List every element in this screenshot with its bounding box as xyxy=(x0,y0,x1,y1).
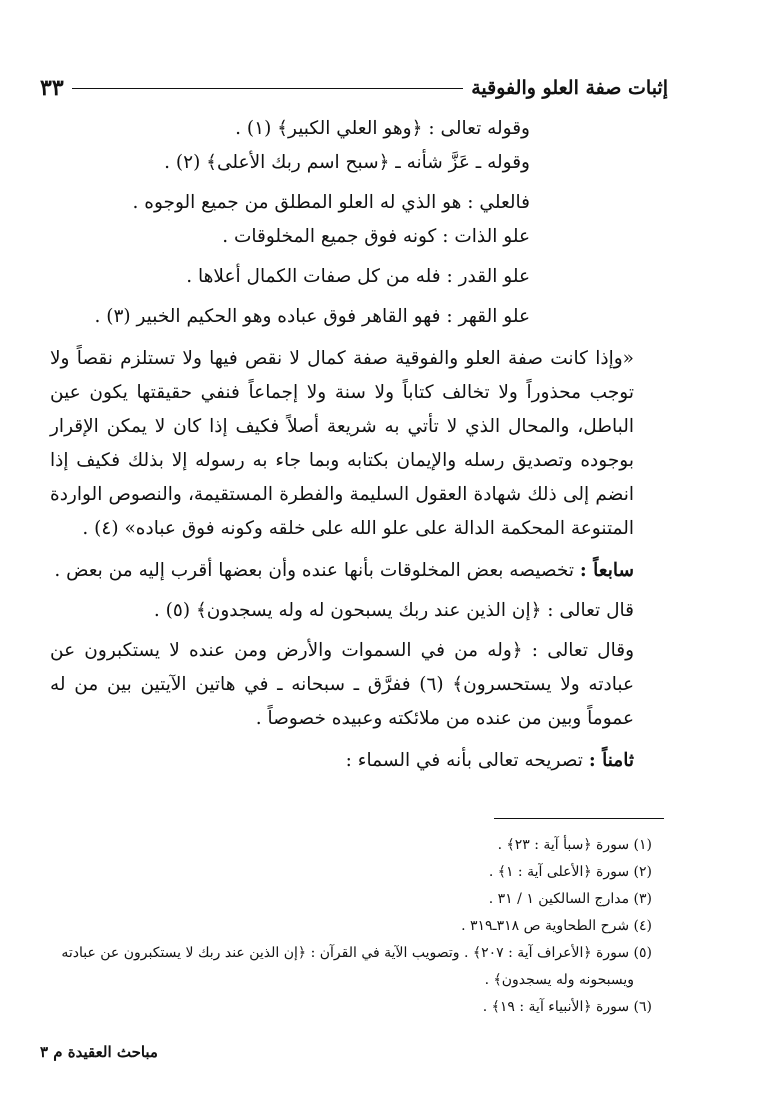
footnote: (٢) سورة ﴿الأعلى آية : ١﴾ . xyxy=(488,864,652,880)
header-rule xyxy=(72,88,464,89)
footnotes xyxy=(45,832,652,1021)
point-label: سابعاً : xyxy=(579,560,634,581)
footnote-continuation: ويسبحونه وله يسجدون﴾ . xyxy=(484,972,634,988)
quote-paragraph: «وإذا كانت صفة العلو والفوقية صفة كمال لا نقص فيها ولا تستلزم نقصاً ولا توجب محذوراً ولا تخالف كتاباً ولا سنة ولا إجماعاً فنفي حقيقتها يكون عين الباطل، والمحال الذي لا تأتي به شريعة أصلاً فكيف إذا كان لا يمكن الإقرار بوجوده وتصديق رسله والإيمان بكتابه وبما جاء به رسوله إلا بذلك فكيف إذا انضم إلى ذلك شهادة العقول السليمة والفطرة المستقيمة، والنصوص الواردة المتنوعة المحكمة الدالة على علو الله على خلقه وكونه فوق عباده» (٤) . xyxy=(50,348,634,539)
header-title: إثبات صفة العلو والفوقية xyxy=(471,77,668,99)
point-label: ثامناً : xyxy=(588,750,634,771)
point-text: تصريحه تعالى بأنه في السماء : xyxy=(345,750,583,771)
signature-mark: مباحث العقيدة م ٣ xyxy=(40,1043,158,1061)
text-line: علو القهر : فهو القاهر فوق عباده وهو الحكيم الخبير (٣) . xyxy=(94,306,530,327)
point-text: تخصيصه بعض المخلوقات بأنها عنده وأن بعضها أقرب إليه من بعض . xyxy=(54,560,574,581)
footnote: (١) سورة ﴿سبأ آية : ٢٣﴾ . xyxy=(497,837,652,853)
footnote: (٦) سورة ﴿الأنبياء آية : ١٩﴾ . xyxy=(482,999,652,1015)
running-header xyxy=(40,72,668,104)
text-line: وقوله تعالى : ﴿وهو العلي الكبير﴾ (١) . xyxy=(235,118,530,139)
footnote: (٥) سورة ﴿الأعراف آية : ٢٠٧﴾ . وتصويب الآية في القرآن : ﴿إن الذين عند ربك لا يستكبرون عن عبادته xyxy=(61,945,652,961)
footnote: (٤) شرح الطحاوية ص ٣١٨ـ٣١٩ . xyxy=(461,918,652,934)
text-line: علو الذات : كونه فوق جميع المخلوقات . xyxy=(222,226,530,247)
verse-line: قال تعالى : ﴿إن الذين عند ربك يسبحون له وله يسجدون﴾ (٥) . xyxy=(153,600,634,621)
main-text xyxy=(50,112,664,778)
text-line: علو القدر : فله من كل صفات الكمال أعلاها . xyxy=(186,266,530,287)
point-eighth xyxy=(50,744,664,778)
verse-paragraph: وقال تعالى : ﴿وله من في السموات والأرض ومن عنده لا يستكبرون عن عبادته ولا يستحسرون﴾ (٦) ففرَّق ـ سبحانه ـ في هاتين الآيتين بين من له عموماً وبين من عنده من ملائكته وعبيده خصوصاً . xyxy=(50,640,634,729)
point-seventh xyxy=(50,554,664,588)
footnote-divider xyxy=(494,818,664,819)
page-number: ٣٣ xyxy=(40,75,64,101)
footnote: (٣) مدارج السالكين ١ / ٣١ . xyxy=(488,891,652,907)
text-line: فالعلي : هو الذي له العلو المطلق من جميع الوجوه . xyxy=(132,192,530,213)
text-line: وقوله ـ عَزَّ شأنه ـ ﴿سبح اسم ربك الأعلى﴾ (٢) . xyxy=(164,152,530,173)
